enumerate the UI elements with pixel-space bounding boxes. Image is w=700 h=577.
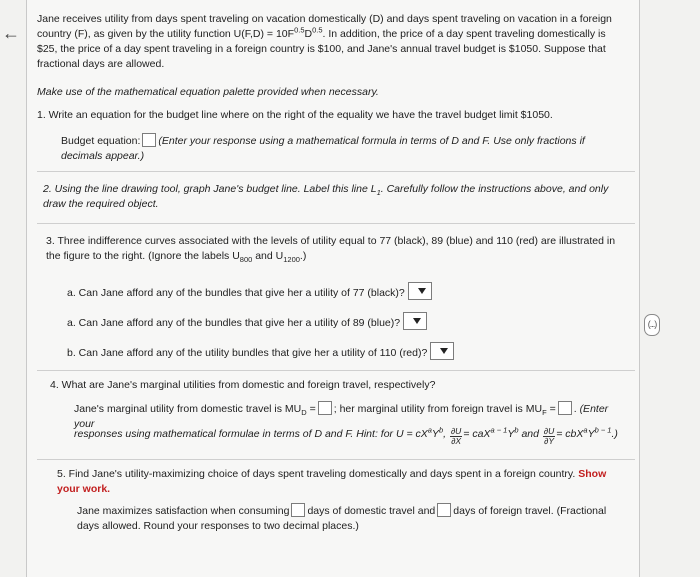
question-5: 5. Find Jane's utility-maximizing choice of days spent traveling domestically and days spent in a foreign country. Show your work.	[57, 468, 607, 495]
mu-domestic-input[interactable]	[318, 401, 332, 415]
problem-intro: Jane receives utility from days spent traveling on vacation domestically (D) and days spent traveling on vacation in a foreign country (F), as given by the utility function $U(F,D) = 10F^{0.5}D^{0.5}$. In addition, the price of a day spent traveling domestically is $25, the price of a day spent traveling in a foreign country is $100, and Jane's annual travel budget is $1050. Suppose that fractional days are allowed.	[37, 13, 612, 70]
question-panel	[26, 0, 640, 577]
question-2: 2. Using the line drawing tool, graph Jane's budget line. Label this line $L_1$. Carefully follow the instructions above, and only draw the required object.	[43, 183, 609, 210]
chevron-down-icon	[440, 348, 448, 354]
divider	[37, 171, 635, 172]
marginal-utility-hint: responses using mathematical formulae in terms of D and F. Hint: for $U = cX^aY^b$, $\frac{\partial U}{\partial X}$ = $caX^{a - 1}Y^b$ and $\frac{\partial U}{\partial Y}$ = $cbX^aY^{b - 1}$.)	[74, 425, 618, 446]
dropdown-110[interactable]	[430, 342, 454, 360]
divider	[37, 223, 635, 224]
marginal-utility-row: Jane's marginal utility from domestic travel is $MU_D$ = ; her marginal utility from foreign travel is $MU_F$ = . (Enter your	[74, 403, 609, 430]
budget-equation-row: Budget equation: (Enter your response using a mathematical formula in terms of D and F. Use only fractions if decimals appear.)	[61, 135, 585, 162]
foreign-days-input[interactable]	[437, 503, 451, 517]
mu-foreign-input[interactable]	[558, 401, 572, 415]
partial-derivative-x: $\frac{\partial U}{\partial X}$	[450, 426, 462, 446]
question-3c: b. Can Jane afford any of the utility bundles that give her a utility of 110 (red)?	[67, 342, 627, 361]
palette-note: Make use of the mathematical equation palette provided when necessary.	[37, 86, 379, 98]
budget-equation-input[interactable]	[142, 133, 156, 147]
question-4: 4. What are Jane's marginal utilities from domestic and foreign travel, respectively?	[50, 379, 436, 391]
question-1: 1. Write an equation for the budget line where on the right of the equality we have the travel budget limit $1050.	[37, 109, 553, 121]
chevron-down-icon	[413, 318, 421, 324]
domestic-days-input[interactable]	[291, 503, 305, 517]
q5-answer-row: Jane maximizes satisfaction when consuming days of domestic travel and days of foreign travel. (Fractional days allowed. Round your responses to two decimal places.)	[77, 505, 607, 532]
more-options-button[interactable]: (...)	[644, 314, 660, 336]
chevron-down-icon	[418, 288, 426, 294]
question-3b: a. Can Jane afford any of the bundles that give her a utility of 89 (blue)?	[67, 312, 627, 331]
partial-derivative-y: $\frac{\partial U}{\partial Y}$	[543, 426, 555, 446]
question-3a: a. Can Jane afford any of the bundles that give her a utility of 77 (black)?	[67, 282, 627, 301]
back-arrow-icon[interactable]: ←	[2, 23, 20, 43]
dropdown-77[interactable]	[408, 282, 432, 300]
dropdown-89[interactable]	[403, 312, 427, 330]
question-3: 3. Three indifference curves associated with the levels of utility equal to 77 (black), 89 (blue) and 110 (red) are illustrated in the figure to the right. (Ignore the labels $U_{800}$ and $U_{1200}$.)	[46, 235, 616, 265]
divider	[37, 370, 635, 371]
divider	[37, 459, 635, 460]
